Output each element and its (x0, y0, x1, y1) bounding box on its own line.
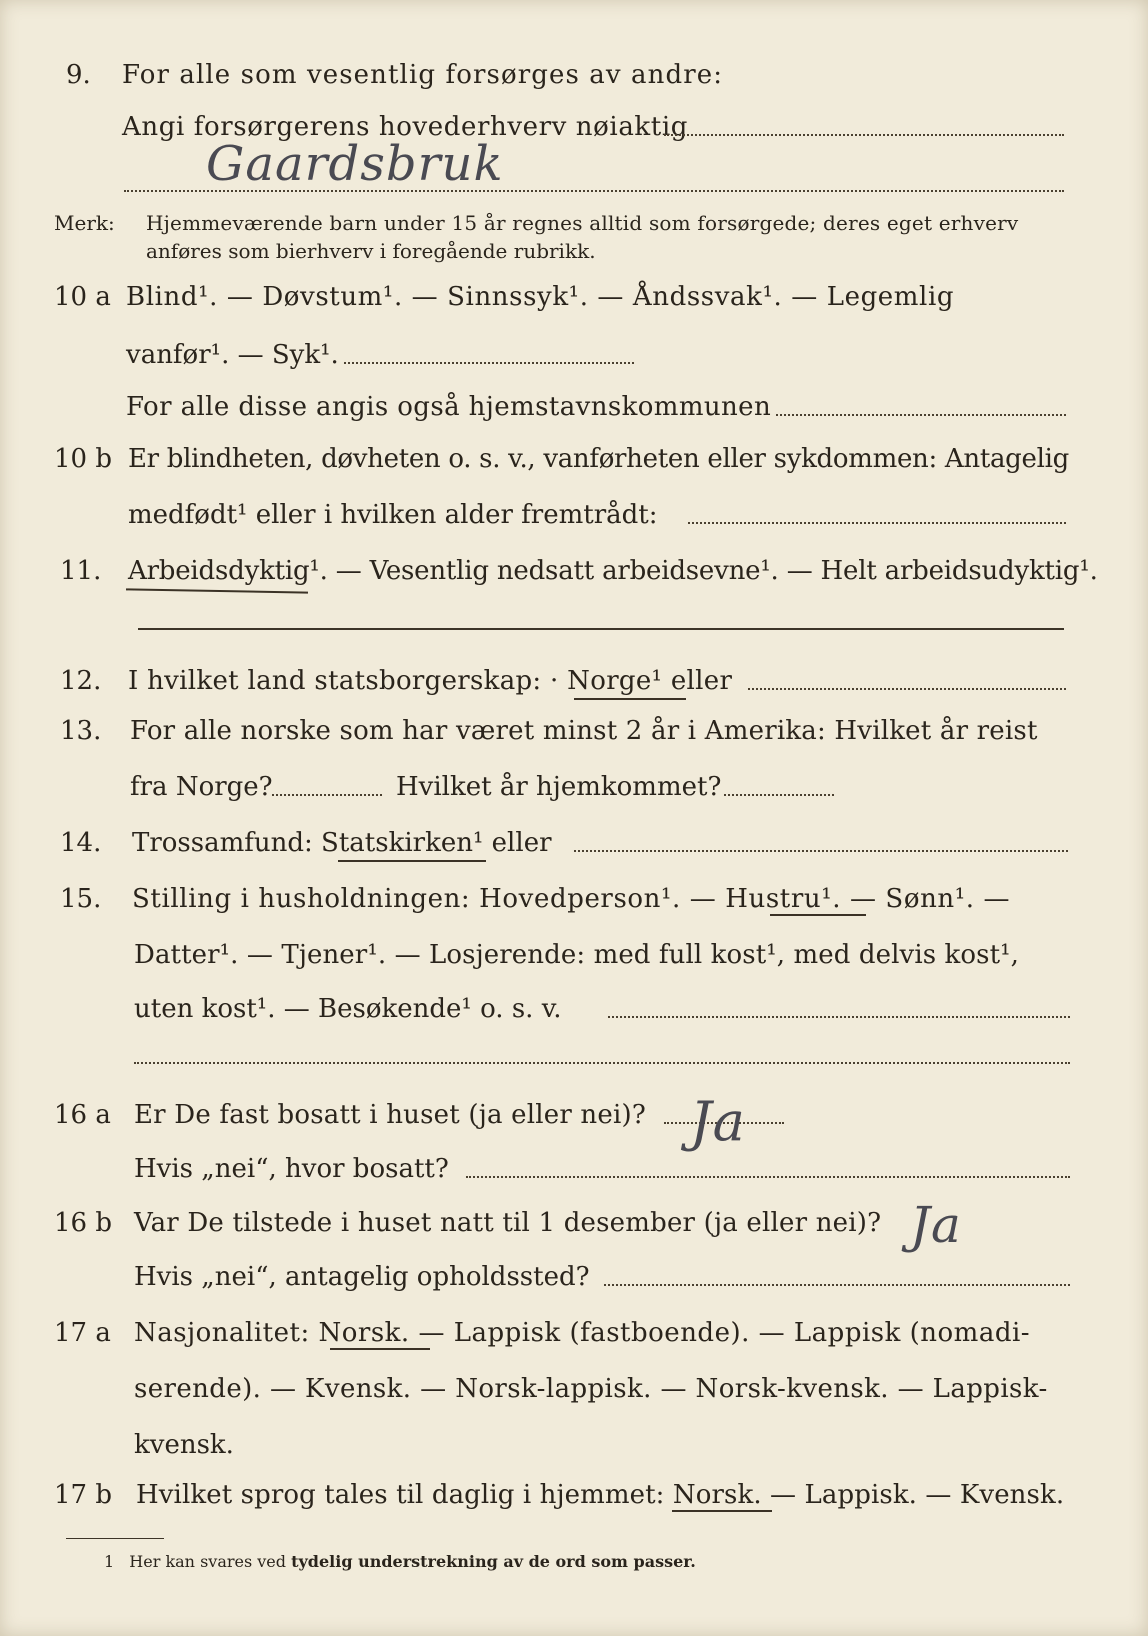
q10a-number: 10 a (54, 282, 111, 312)
q10b-line-2: medfødt¹ eller i hvilken alder fremtrådt: (128, 500, 658, 530)
q15-answer-line-2 (134, 1062, 1070, 1064)
q10a-line-3: For alle disse angis også hjemstavnskommunen (126, 392, 772, 422)
q12-line-1: I hvilket land statsborgerskap: · Norge¹ eller (128, 666, 733, 696)
q17a-line-1: Nasjonalitet: Norsk. — Lappisk (fastboende). — Lappisk (nomadi- (134, 1318, 1031, 1348)
q13-line-2b: Hvilket år hjemkommet? (396, 772, 722, 802)
q16b-number: 16 b (54, 1208, 112, 1238)
footnote-text-plain: Her kan svares ved (129, 1552, 287, 1571)
q13-number: 13. (60, 716, 102, 746)
q15-number: 15. (60, 884, 102, 914)
q11-number: 11. (60, 556, 102, 586)
q14-underline-statskirken (338, 860, 486, 862)
merk-line-2: anføres som bierhverv i foregående rubrikk. (146, 239, 596, 263)
merk-line-1: Hjemmeværende barn under 15 år regnes alltid som forsørgede; deres eget erhverv (146, 211, 1019, 235)
q16b-line-2: Hvis „nei“, antagelig opholdssted? (134, 1262, 590, 1292)
q13-line-1: For alle norske som har været minst 2 år i Amerika: Hvilket år reist (130, 716, 1038, 746)
q10b-answer-line (688, 522, 1066, 524)
q15-line-1: Stilling i husholdningen: Hovedperson¹. — Hustru¹. — Sønn¹. — (132, 884, 1011, 914)
q9-answer-line (664, 134, 1064, 136)
q14-answer-line (574, 850, 1068, 852)
q17a-number: 17 a (54, 1318, 111, 1348)
q16a-line-1: Er De fast bosatt i huset (ja eller nei)? (134, 1100, 646, 1130)
q17b-underline-norsk (672, 1510, 772, 1512)
q12-underline-norge (574, 698, 686, 700)
q11-line-1: Arbeidsdyktig¹. — Vesentlig nedsatt arbeidsevne¹. — Helt arbeidsudyktig¹. (128, 556, 1098, 586)
q9-answer-line-2 (124, 190, 1064, 192)
q12-number: 12. (60, 666, 102, 696)
q12-answer-line (748, 688, 1066, 690)
q16b-line-1: Var De tilstede i huset natt til 1 desember (ja eller nei)? (134, 1208, 882, 1238)
q10a-hometown-line (776, 414, 1066, 416)
q14-number: 14. (60, 828, 102, 858)
q17b-line-1: Hvilket sprog tales til daglig i hjemmet: Norsk. — Lappisk. — Kvensk. (136, 1480, 1065, 1510)
footnote-mark: 1 (104, 1552, 115, 1571)
merk-label: Merk: (54, 211, 115, 235)
q15-underline-hustru (770, 914, 866, 916)
q16b-handwritten-answer: Ja (910, 1196, 962, 1254)
q9-line-2: Angi forsørgerens hovederhverv nøiaktig (122, 112, 688, 142)
q16a-line-2: Hvis „nei“, hvor bosatt? (134, 1154, 449, 1184)
q15-line-3: uten kost¹. — Besøkende¹ o. s. v. (134, 994, 562, 1024)
q17a-line-2: serende). — Kvensk. — Norsk-lappisk. — Norsk-kvensk. — Lappisk- (134, 1374, 1048, 1404)
footnote-text-bold: tydelig understrekning av de ord som passer. (291, 1552, 696, 1571)
q11-underline-arbeidsdyktig (126, 588, 308, 593)
q10b-line-1: Er blindheten, døvheten o. s. v., vanførheten eller sykdommen: Antagelig (128, 444, 1069, 474)
q17b-number: 17 b (54, 1480, 112, 1510)
q13-line-2a: fra Norge? (130, 772, 273, 802)
q16b-location-line (604, 1284, 1070, 1286)
q14-line-1: Trossamfund: Statskirken¹ eller (132, 828, 552, 858)
q9-handwritten-answer: Gaardsbruk (206, 136, 504, 192)
footnote (104, 1552, 696, 1571)
q16a-residence-line (466, 1176, 1070, 1178)
q11-answer-line (138, 628, 1064, 630)
q17a-underline-norsk (330, 1348, 430, 1350)
q10a-line-2: vanfør¹. — Syk¹. (126, 340, 339, 370)
q13-departure-year-line (272, 794, 382, 796)
q9-line-1: For alle som vesentlig forsørges av andre: (122, 60, 724, 90)
q17a-line-3: kvensk. (134, 1430, 234, 1460)
q10a-line-1: Blind¹. — Døvstum¹. — Sinnssyk¹. — Åndssvak¹. — Legemlig (126, 282, 955, 312)
q13-return-year-line (724, 794, 834, 796)
q15-line-2: Datter¹. — Tjener¹. — Losjerende: med full kost¹, med delvis kost¹, (134, 940, 1020, 970)
q9-number: 9. (66, 60, 91, 90)
footnote-rule (66, 1538, 164, 1539)
q10a-answer-line (344, 362, 634, 364)
q15-answer-line (608, 1016, 1070, 1018)
q16a-handwritten-answer: Ja (690, 1090, 746, 1153)
q10b-number: 10 b (54, 444, 112, 474)
q16a-number: 16 a (54, 1100, 111, 1130)
